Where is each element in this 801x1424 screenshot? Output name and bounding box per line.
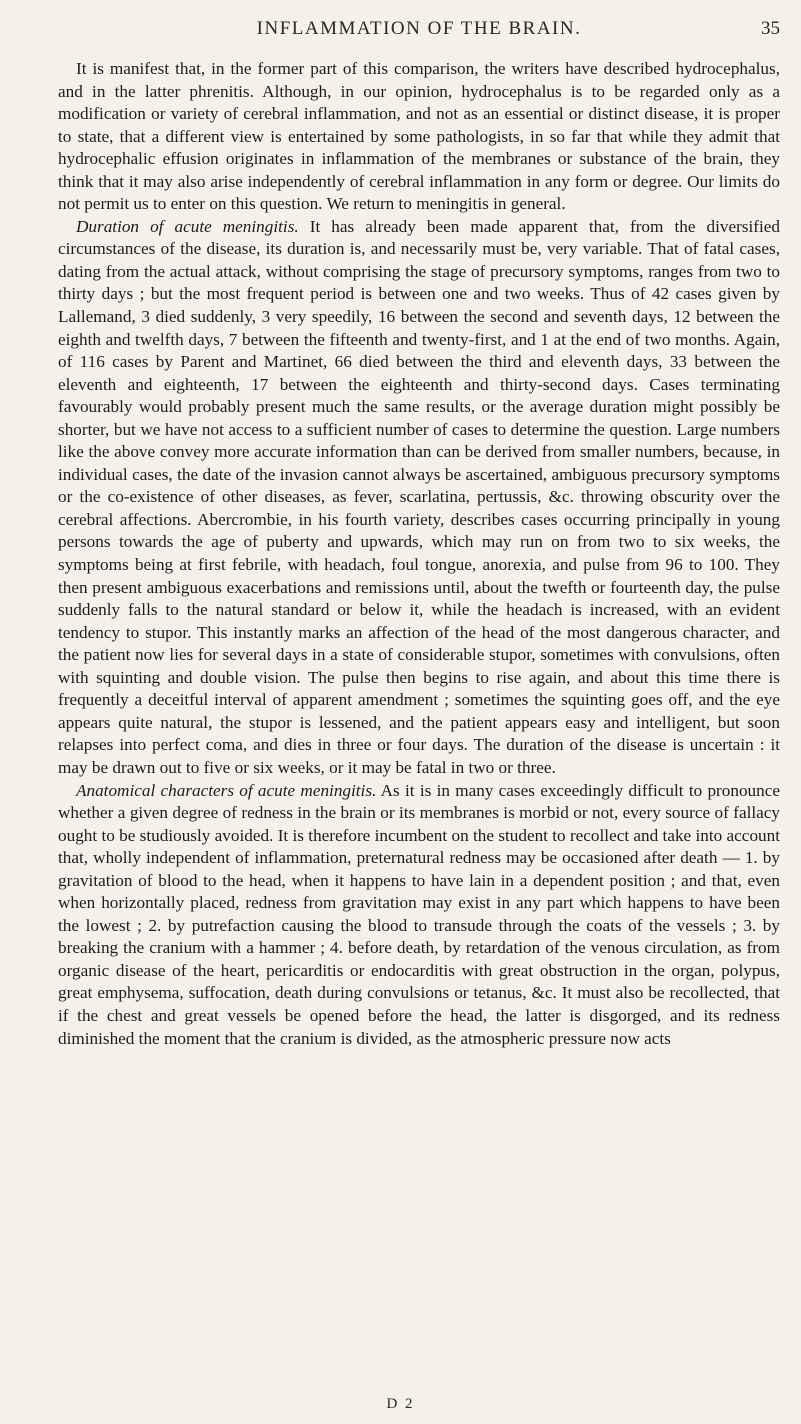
- running-title: INFLAMMATION OF THE BRAIN.: [256, 18, 582, 39]
- section-heading-anatomical: Anatomical characters of acute meningitis.: [76, 780, 377, 800]
- paragraph-text: It has already been made apparent that, from the diversified circumstances of the disease, its duration is, and necessarily must be, very variable. That of fatal cases, dating from the actual attack, without comprising the stage of precursory symptoms, ranges from two to thirty days ; but the most frequent period is between one and two weeks. Thus of 42 cases given by Lallemand, 3 died suddenly, 3 very speedily, 16 between the second and seventh days, 12 between the eighth and twelfth days, 7 between the fifteenth and twenty-first, and 1 at the end of two months. Again, of 116 cases by Parent and Martinet, 66 died between the third and eleventh days, 33 between the eleventh and eighteenth, 17 between the eighteenth and thirty-second days. Cases terminating favourably would probably present much the same results, or the average duration might possibly be shorter, but we have not access to a sufficient number of cases to determine the question. Large numbers like the above convey more accurate information than can be derived from smaller numbers, because, in individual cases, the date of the invasion cannot always be ascertained, ambiguous precursory symptoms or the co-existence of other diseases, as fever, scarlatina, pertussis, &c. throwing obscurity over the cerebral affections. Abercrombie, in his fourth variety, describes cases occurring principally in young persons towards the age of puberty and upwards, which may run on from two to six weeks, the symptoms being at first febrile, with headach, foul tongue, anorexia, and pulse from 96 to 100. They then present ambiguous exacerbations and remissions until, about the twefth or fourteenth day, the pulse suddenly falls to the natural standard or below it, while the headach is increased, with an evident tendency to stupor. This instantly marks an affection of the head of the most dangerous character, and the patient now lies for several days in a state of considerable stupor, sometimes with convulsions, often with squinting and double vision. The pulse then begins to rise again, and about this time there is frequently a deceitful interval of apparent amendment ; sometimes the squinting goes off, and the eye appears quite natural, the stupor is lessened, and the patient appears easy and intelligent, but soon relapses into perfect coma, and dies in three or four days. The duration of the disease is uncertain : it may be drawn out to five or six weeks, or it may be fatal in two or three.: [58, 216, 780, 777]
- paragraph-text: As it is in many cases exceedingly difficult to pronounce whether a given degree of redness in the brain or its membranes is morbid or not, every source of fallacy ought to be studiously avoided. It is therefore incumbent on the student to recollect and take into account that, wholly independent of inflammation, preternatural redness may be occasioned after death — 1. by gravitation of blood to the head, when it happens to have lain in a dependent position ; and that, even when horizontally placed, redness from gravitation may exist in any part which happens to have been the lowest ; 2. by putrefaction causing the blood to transude through the coats of the vessels ; 3. by breaking the cranium with a hammer ; 4. before death, by retardation of the venous circulation, as from organic disease of the heart, pericarditis or endocarditis with great obstruction in the organ, polypus, great emphysema, suffocation, death during convulsions or tetanus, &c. It must also be recollected, that if the chest and great vessels be opened before the head, the latter is disgorged, and its redness diminished the moment that the cranium is divided, as the atmospheric pressure now acts: [58, 780, 781, 1048]
- section-heading-duration: Duration of acute meningitis.: [76, 216, 299, 236]
- signature-mark: D 2: [386, 1396, 415, 1412]
- paragraph-intro: [58, 58, 780, 216]
- running-head: [58, 18, 780, 48]
- page-number: 35: [761, 18, 780, 39]
- paragraph-duration: [58, 216, 780, 780]
- paragraph-anatomical: [58, 780, 780, 1051]
- paragraph-text: It is manifest that, in the former part of this comparison, the writers have described hydrocephalus, and in the latter phrenitis. Although, in our opinion, hydrocephalus is to be regarded only as a modification or variety of cerebral inflammation, and not as an essential or distinct disease, it is proper to state, that a different view is entertained by some pathologists, in so far that while they admit that hydrocephalic effusion originates in inflammation of the membranes or substance of the brain, they think that it may also arise independently of cerebral inflammation in any form or degree. Our limits do not permit us to enter on this question. We return to meningitis in general.: [58, 59, 780, 214]
- body-text: [58, 58, 780, 1050]
